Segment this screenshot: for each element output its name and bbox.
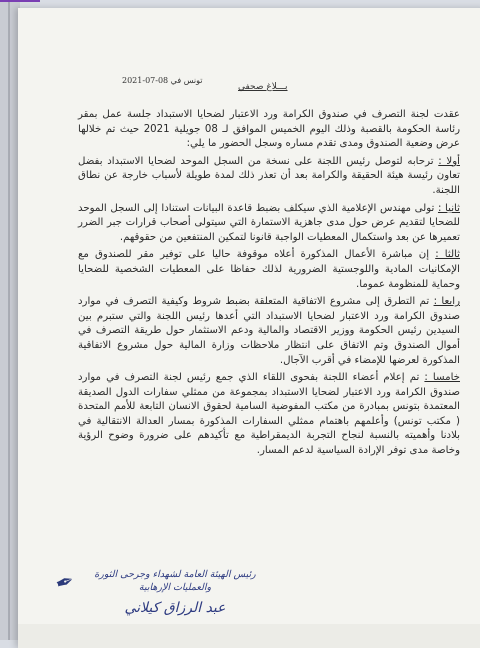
handwritten-signature-icon: ✒ xyxy=(52,568,79,599)
page-bottom-shadow xyxy=(18,624,480,648)
paragraph-fourth xyxy=(78,295,460,368)
paragraph-third xyxy=(78,248,460,292)
paragraph-fourth-text: تم التطرق إلى مشروع الاتفاقية المتعلقة بضبط شروط وكيفية التصرف في موارد صندوق الكرامة ورد الاعتبار لضحايا الاستبداد التي أعدها رئيس اللجنة والتي ستبرم بين السيدين رئيس الحكومة ووزير الاقتصاد والمالية ودعم الاستثمار حول طريقة التصرف في أموال الصندوق وتم الاتفاق على انتظار ملاحظات وزارة المالية حول مشروع الاتفاقية المذكورة لعرضها للإمضاء في أقرب الآجال. xyxy=(78,296,460,366)
adjacent-page-edge xyxy=(0,0,20,640)
paragraph-first-label: أولا : xyxy=(438,155,460,167)
paragraph-fifth xyxy=(78,371,460,459)
paragraph-fourth-label: رابعا : xyxy=(433,296,460,308)
signature-block xyxy=(80,568,270,615)
document-page xyxy=(18,8,480,648)
paragraph-second xyxy=(78,202,460,246)
signature-name: عبد الرزاق كيلاني xyxy=(124,600,226,616)
document-date: تونس في 08-07-2021 xyxy=(122,76,203,85)
paragraph-third-text: إن مباشرة الأعمال المذكورة أعلاه موقوفة حاليا على توفير مقر للصندوق مع الإمكانيات المادية واللوجستية الضرورية لذلك حفاظا على المعطيات الشخصية للضحايا وحماية للمنظومة عموما. xyxy=(78,249,460,290)
intro-paragraph: عقدت لجنة التصرف في صندوق الكرامة ورد الاعتبار لضحايا الاستبداد جلسة عمل بمقر رئاسة الحكومة بالقصبة وذلك اليوم الخميس الموافق لـ 08 جويلية 2021 حيث تم خلالها عرض وضعية الصندوق ومدى تقدم مساره وسجل الحضور ما يلي: xyxy=(78,109,460,150)
paragraph-fifth-text: تم إعلام أعضاء اللجنة بفحوى اللقاء الذي جمع رئيس لجنة التصرف في موارد صندوق الكرامة ورد الاعتبار لضحايا الاستبداد بمجموعة من ممثلي سفارات الدول الصديقة المعتمدة بتونس بمبادرة من مكتب المفوضية السامية لحقوق الانسان التابعة للأمم المتحدة ( مكتب تونس) وأعلمهم باهتمام ممثلي السفارات المذكورة بمسار العدالة الانتقالية في بلادنا وأهميته بالنسبة لنجاح التجربة الديمقراطية مع تأكيدهم على ضرورة وضوح الرؤية وخاصة مدى توفر الإرادة السياسية لدعم المسار. xyxy=(78,372,460,457)
paragraph-third-label: ثالثا : xyxy=(435,249,460,261)
paragraph-first xyxy=(78,155,460,199)
signature-title-line-1: رئيس الهيئة العامة لشهداء وجرحى الثورة xyxy=(94,569,256,580)
paragraph-fifth-label: خامسا : xyxy=(424,372,460,384)
document-body xyxy=(78,108,460,462)
paragraph-second-text: تولى مهندس الإعلامية الذي سيكلف بضبط قاعدة البيانات استنادا إلى السجل الموحد للضحايا لتقديم عرض حول مدى جاهزية الاستمارة التي سيتولى أصحاب قرارات جبر الضرر تعميرها عن بعد واستكمال المعطيات الواجبة قانونا لتمكين المنتفعين من حقوقهم. xyxy=(78,202,460,243)
paragraph-first-text: ترحابه لتوصل رئيس اللجنة على نسخة من السجل الموحد لضحايا الاستبداد بفضل تعاون رئيسة هيئة الحقيقة والكرامة بعد أن تعذر ذلك لمدة طويلة لأسباب خارجة عن نطاق اللجنة. xyxy=(78,155,460,196)
document-heading: بـــلاغ صحفي xyxy=(238,82,288,92)
signature-title-line-2: والعمليات الإرهابية xyxy=(138,582,212,593)
paragraph-second-label: ثانيا : xyxy=(437,202,460,214)
bookmark-ribbon xyxy=(0,0,40,2)
